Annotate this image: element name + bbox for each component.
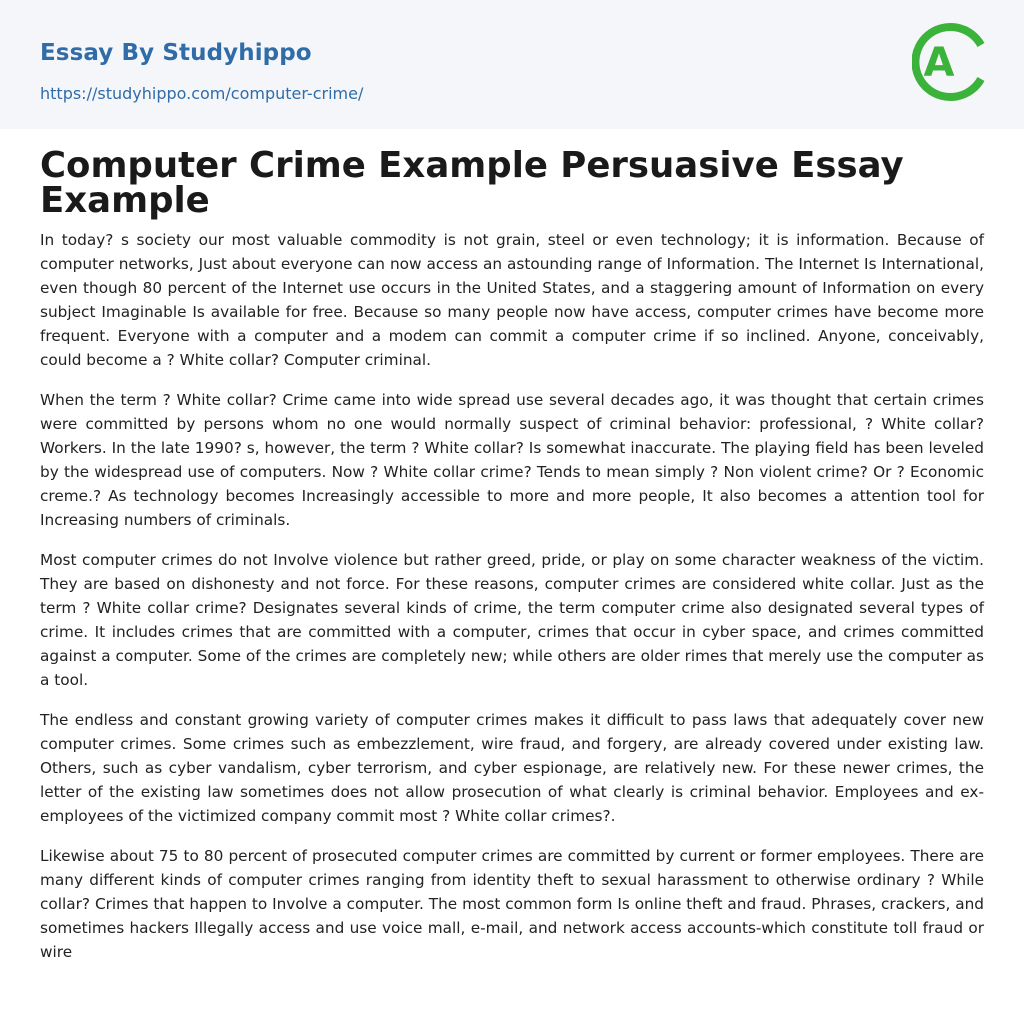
essay-paragraph: Most computer crimes do not Involve violence but rather greed, pride, or play on some character weakness of the victim. They are based on dishonesty and not force. For these reasons, computer crimes are considered white collar. Just as the term ? White collar crime? Designates several kinds of crime, the term computer crime also designated several types of crime. It includes crimes that are committed with a computer, crimes that occur in cyber space, and crimes committed against a computer. Some of the crimes are completely new; while others are older rimes that merely use the computer as a tool. [40, 551, 984, 689]
site-brand[interactable]: Essay By Studyhippo [40, 40, 312, 66]
essay-paragraph: The endless and constant growing variety of computer crimes makes it difficult to pass laws that adequately cover new computer crimes. Some crimes such as embezzlement, wire fraud, and forgery, are already covered under existing law. Others, such as cyber vandalism, cyber terrorism, and cyber espionage, are relatively new. For these newer crimes, the letter of the existing law sometimes does not allow prosecution of what clearly is criminal behavior. Employees and ex-employees of the victimized company commit most ? White collar crimes?. [40, 711, 984, 825]
page-title: Computer Crime Example Persuasive Essay Example [40, 145, 904, 221]
page-url-link[interactable]: https://studyhippo.com/computer-crime/ [40, 84, 364, 103]
logo-letter: A [923, 40, 955, 86]
essay-paragraph: Likewise about 75 to 80 percent of prosecuted computer crimes are committed by current or former employees. There are many different kinds of computer crimes ranging from identity theft to sexual harassment to otherwise ordinary ? While collar? Crimes that happen to Involve a computer. The most common form Is online theft and fraud. Phrases, crackers, and sometimes hackers Illegally access and use voice mall, e-mail, and network access accounts-which constitute toll fraud or wire [40, 847, 984, 961]
essay-paragraph: When the term ? White collar? Crime came into wide spread use several decades ago, it was thought that certain crimes were committed by persons whom no one would normally suspect of criminal behavior: professional, ? White collar? Workers. In the late 1990? s, however, the term ? White collar? Is somewhat inaccurate. The playing field has been leveled by the widespread use of computers. Now ? White collar crime? Tends to mean simply ? Non violent crime? Or ? Economic creme.? As technology becomes Increasingly accessible to more and more people, It also becomes a attention tool for Increasing numbers of criminals. [40, 391, 984, 529]
site-header [0, 0, 1024, 129]
studyhippo-logo-icon[interactable] [912, 19, 986, 105]
essay-paragraph: In today? s society our most valuable commodity is not grain, steel or even technology; it is information. Because of computer networks, Just about everyone can now access an astounding range of Information. The Internet Is International, even though 80 percent of the Internet use occurs in the United States, and a staggering amount of Information on every subject Imaginable Is available for free. Because so many people now have access, computer crimes have become more frequent. Everyone with a computer and a modem can commit a computer crime if so inclined. Anyone, conceivably, could become a ? White collar? Computer criminal. [40, 231, 984, 369]
essay-body [40, 228, 984, 980]
